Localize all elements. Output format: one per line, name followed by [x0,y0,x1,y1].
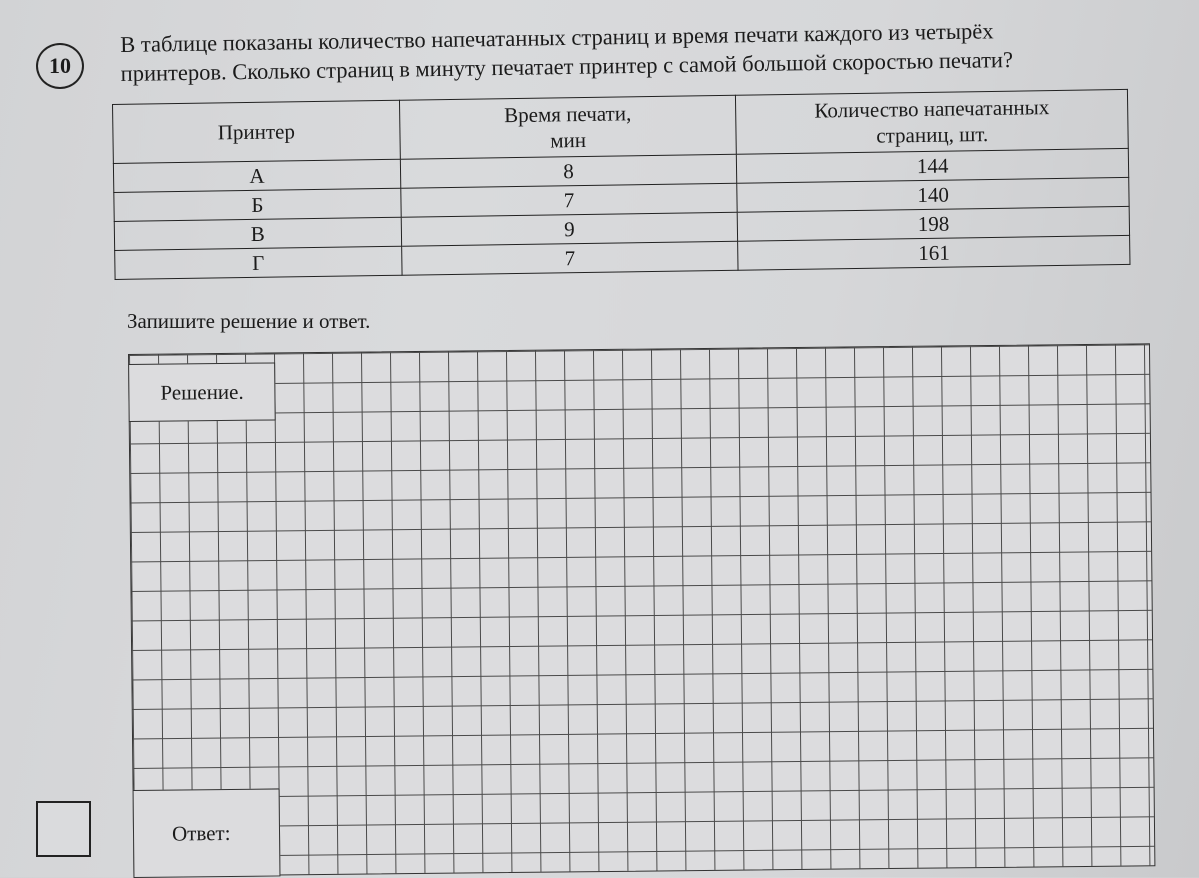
header-time [399,95,736,159]
cell-printer: А [113,159,400,192]
question-text [120,14,1161,88]
instruction-text: Запишите решение и ответ. [127,309,371,333]
cell-printer: Б [114,188,401,221]
answer-label: Ответ: [171,820,231,846]
question-number-badge [36,43,84,89]
question-number: 10 [49,53,71,78]
cell-printer: В [114,217,401,250]
cell-time: 7 [401,183,738,217]
answer-label-box [133,788,281,878]
question-line-1: В таблице показаны количество напечатанных страниц и время печати каждого из четырёх [120,18,994,57]
printer-table [112,89,1130,280]
cell-pages: 144 [737,148,1129,183]
cell-pages: 198 [738,206,1130,241]
cell-time: 7 [401,241,738,275]
cell-pages: 161 [738,235,1130,270]
header-time-line-1: Время печати, [504,101,632,128]
header-pages-line-2: страниц, шт. [876,122,989,148]
header-printer: Принтер [113,100,401,163]
header-time-line-2: мин [550,127,587,153]
question-line-2: принтеров. Сколько страниц в минуту печатает принтер с самой большой скоростью печати? [120,46,1014,86]
solution-grid[interactable] [128,343,1155,877]
solution-label-box [128,362,276,422]
header-pages [736,89,1128,154]
cell-printer: Г [115,246,402,279]
header-pages-line-1: Количество напечатанных [814,95,1050,123]
solution-label: Решение. [160,379,244,405]
cell-time: 9 [401,212,738,246]
cell-pages: 140 [737,177,1129,212]
score-box[interactable] [36,801,91,857]
answer-grid-area[interactable] [128,343,1157,877]
printer-table-wrapper [112,89,1130,280]
cell-time: 8 [400,154,737,188]
